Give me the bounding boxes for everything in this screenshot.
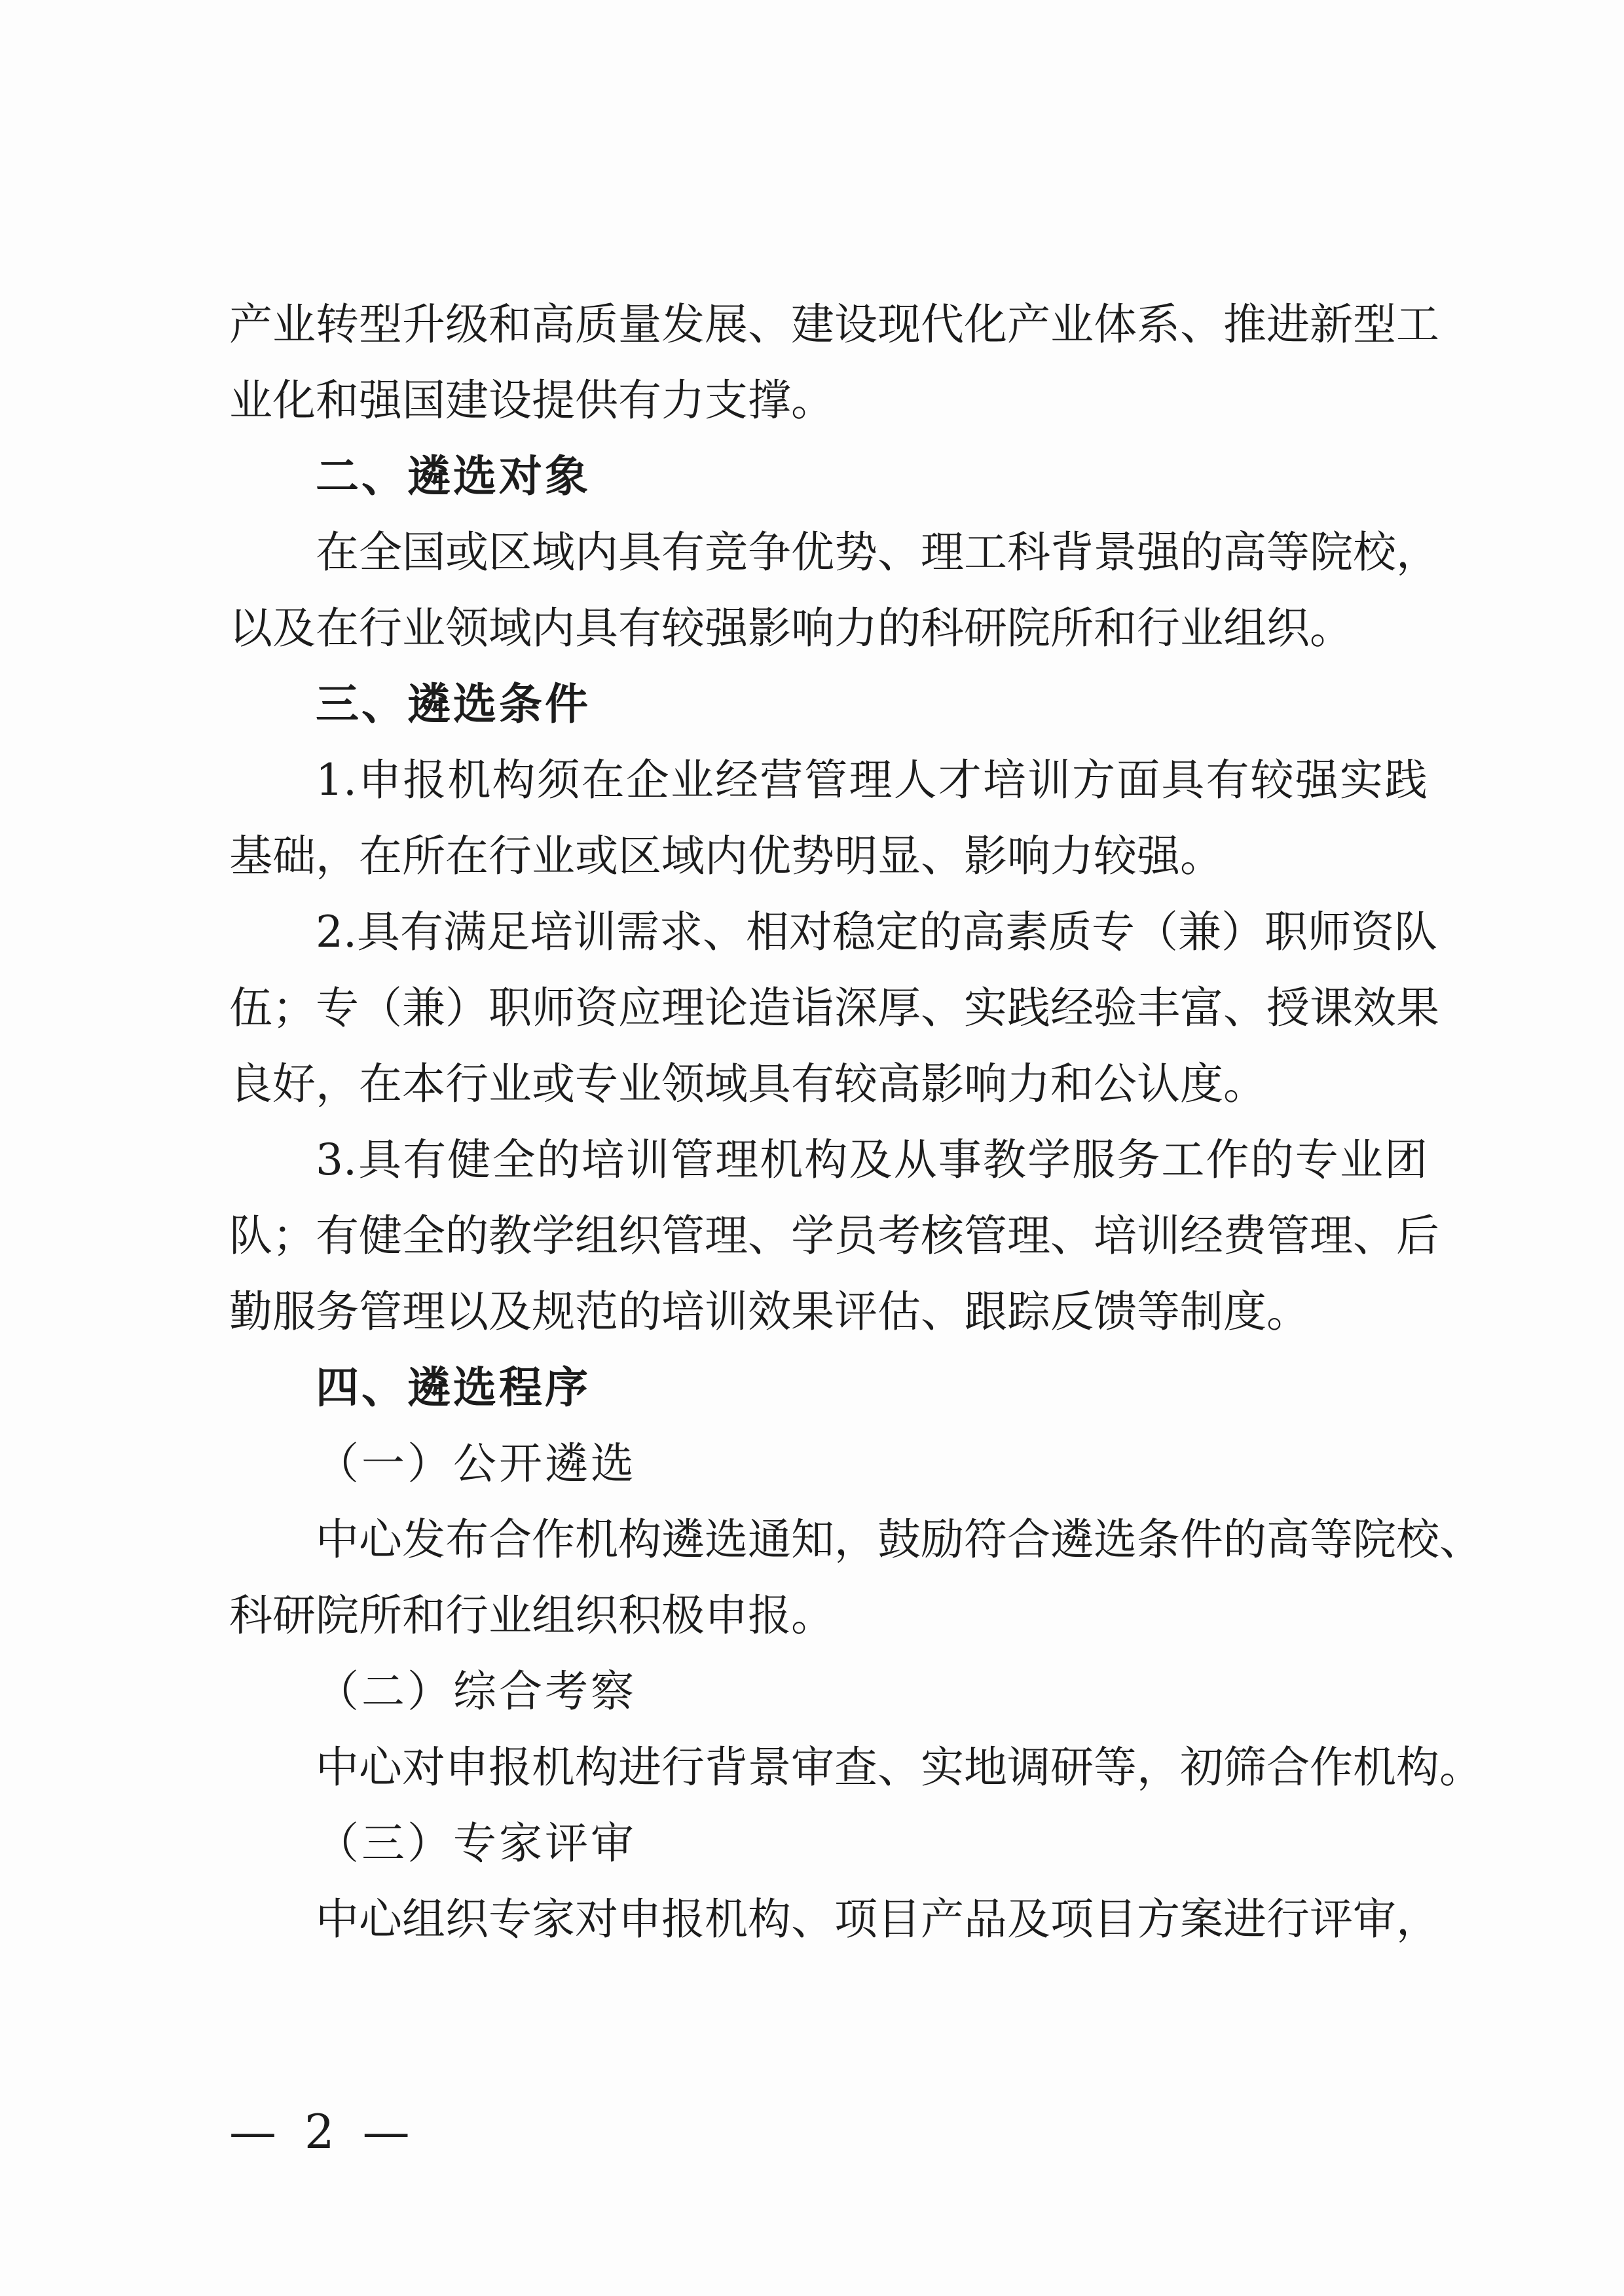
paragraph-line: 2.具有满足培训需求、相对稳定的高素质专（兼）职师资队 xyxy=(316,907,1437,957)
paragraph-line: 在全国或区域内具有竞争优势、理工科背景强的高等院校， xyxy=(316,527,1439,577)
paragraph-line: 伍；专（兼）职师资应理论造诣深厚、实践经验丰富、授课效果 xyxy=(229,983,1439,1033)
section-heading: 三、遴选条件 xyxy=(316,679,591,729)
document-body xyxy=(229,287,1483,1958)
paragraph-line: 以及在行业领域内具有较强影响力的科研院所和行业组织。 xyxy=(229,603,1353,653)
paragraph-line: 基础，在所在行业或区域内优势明显、影响力较强。 xyxy=(229,831,1223,881)
section-heading: 二、遴选对象 xyxy=(316,451,591,501)
paragraph-line: 业化和强国建设提供有力支撑。 xyxy=(229,375,834,426)
subsection-heading: （二）综合考察 xyxy=(316,1666,637,1717)
paragraph-line: 1.申报机构须在企业经营管理人才培训方面具有较强实践 xyxy=(316,755,1428,805)
paragraph-line: 3.具有健全的培训管理机构及从事教学服务工作的专业团 xyxy=(316,1135,1428,1185)
paragraph-line: 中心发布合作机构遴选通知，鼓励符合遴选条件的高等院校、 xyxy=(316,1514,1483,1565)
subsection-heading: （一）公开遴选 xyxy=(316,1438,637,1489)
section-heading: 四、遴选程序 xyxy=(316,1362,591,1413)
paragraph-line: 良好，在本行业或专业领域具有较高影响力和公认度。 xyxy=(229,1059,1266,1109)
paragraph-line: 队；有健全的教学组织管理、学员考核管理、培训经费管理、后 xyxy=(229,1211,1439,1261)
paragraph-line: 科研院所和行业组织积极申报。 xyxy=(229,1590,834,1641)
subsection-heading: （三）专家评审 xyxy=(316,1818,637,1868)
paragraph-line: 中心对申报机构进行背景审查、实地调研等，初筛合作机构。 xyxy=(316,1742,1483,1793)
paragraph-line: 中心组织专家对申报机构、项目产品及项目方案进行评审， xyxy=(316,1894,1439,1944)
paragraph-line: 产业转型升级和高质量发展、建设现代化产业体系、推进新型工 xyxy=(229,299,1439,350)
page-number: — 2 — xyxy=(229,2104,416,2159)
paragraph-line: 勤服务管理以及规范的培训效果评估、跟踪反馈等制度。 xyxy=(229,1286,1310,1337)
